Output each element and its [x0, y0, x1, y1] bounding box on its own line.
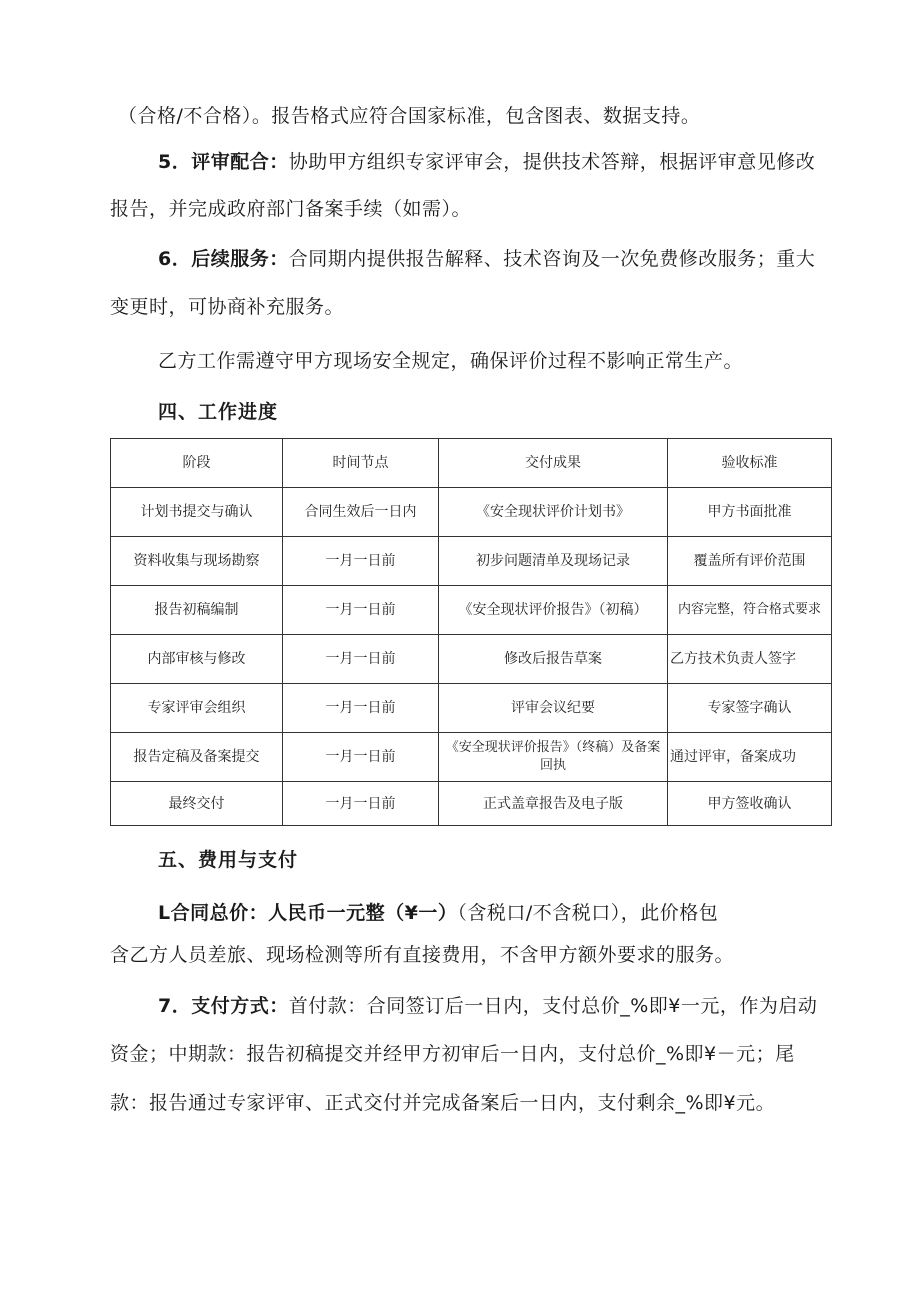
paragraph-7-label: 7．支付方式：: [158, 995, 289, 1017]
header-time: 时间节点: [283, 439, 439, 488]
cell-time: 一月一日前: [283, 537, 439, 586]
cell-deliverable: 修改后报告草案: [439, 635, 668, 684]
cell-deliverable: 《安全现状评价计划书》: [439, 488, 668, 537]
cell-stage: 计划书提交与确认: [111, 488, 283, 537]
header-deliverable: 交付成果: [439, 439, 668, 488]
cell-time: 合同生效后一日内: [283, 488, 439, 537]
paragraph-total-text: （含税口/不含税口），此价格包: [457, 902, 719, 924]
cell-stage: 报告初稿编制: [111, 586, 283, 635]
paragraph-6-line-1: [158, 247, 815, 271]
cell-stage: 最终交付: [111, 782, 283, 826]
paragraph-5-text: 协助甲方组织专家评审会，提供技术答辩，根据评审意见修改: [288, 151, 816, 173]
table-row: [111, 537, 832, 586]
paragraph-5-line-1: [158, 150, 815, 174]
paragraph-safety: 乙方工作需遵守甲方现场安全规定，确保评价过程不影响正常生产。: [158, 350, 744, 372]
cell-time: 一月一日前: [283, 733, 439, 782]
cell-acceptance: 甲方书面批准: [668, 488, 832, 537]
paragraph-7-line-1: [158, 994, 817, 1018]
paragraph-7-text: 首付款：合同签订后一日内，支付总价_%即¥一元，作为启动: [288, 995, 818, 1017]
schedule-table: [110, 438, 832, 826]
section-4-title: 四、工作进度: [158, 401, 279, 423]
paragraph-total-line-1: [158, 901, 718, 925]
cell-time: 一月一日前: [283, 684, 439, 733]
table-row: [111, 635, 832, 684]
table-row: [111, 782, 832, 826]
header-acceptance: 验收标准: [668, 439, 832, 488]
cell-acceptance: 覆盖所有评价范围: [668, 537, 832, 586]
cell-acceptance: 通过评审，备案成功: [668, 733, 832, 782]
cell-deliverable: 初步问题清单及现场记录: [439, 537, 668, 586]
paragraph-7-line-2: 资金；中期款：报告初稿提交并经甲方初审后一日内，支付总价_%即¥－元；尾: [110, 1043, 795, 1065]
paragraph-total-label: L合同总价：人民币一元整（¥一）: [158, 902, 458, 924]
cell-time: 一月一日前: [283, 586, 439, 635]
table-row: [111, 733, 832, 782]
table-row: [111, 684, 832, 733]
cell-acceptance: 乙方技术负责人签字: [668, 635, 832, 684]
cell-deliverable: 评审会议纪要: [439, 684, 668, 733]
cell-time: 一月一日前: [283, 782, 439, 826]
table-row: [111, 586, 832, 635]
paragraph-6-label: 6．后续服务：: [158, 248, 289, 270]
paragraph-5-label: 5．评审配合：: [158, 151, 289, 173]
cell-stage: 报告定稿及备案提交: [111, 733, 283, 782]
cell-acceptance: 专家签字确认: [668, 684, 832, 733]
cell-deliverable: 正式盖章报告及电子版: [439, 782, 668, 826]
cell-acceptance: 内容完整，符合格式要求: [668, 586, 832, 635]
table-row: [111, 488, 832, 537]
paragraph-qualify: （合格/不合格）。报告格式应符合国家标准，包含图表、数据支持。: [118, 105, 701, 127]
paragraph-6-text: 合同期内提供报告解释、技术咨询及一次免费修改服务；重大: [288, 248, 816, 270]
cell-stage: 内部审核与修改: [111, 635, 283, 684]
section-5-title: 五、费用与支付: [158, 849, 299, 871]
header-stage: 阶段: [111, 439, 283, 488]
paragraph-6-line-2: 变更时，可协商补充服务。: [110, 296, 345, 318]
cell-deliverable: 《安全现状评价报告》（终稿）及备案回执: [439, 733, 668, 782]
cell-time: 一月一日前: [283, 635, 439, 684]
paragraph-5-line-2: 报告，并完成政府部门备案手续（如需）。: [110, 198, 472, 220]
paragraph-7-line-3: 款：报告通过专家评审、正式交付并完成备案后一日内，支付剩余_%即¥元。: [110, 1092, 776, 1114]
cell-acceptance: 甲方签收确认: [668, 782, 832, 826]
cell-stage: 资料收集与现场勘察: [111, 537, 283, 586]
table-header-row: [111, 439, 832, 488]
cell-stage: 专家评审会组织: [111, 684, 283, 733]
cell-deliverable: 《安全现状评价报告》（初稿）: [439, 586, 668, 635]
paragraph-total-line-2: 含乙方人员差旅、现场检测等所有直接费用，不含甲方额外要求的服务。: [110, 944, 735, 966]
